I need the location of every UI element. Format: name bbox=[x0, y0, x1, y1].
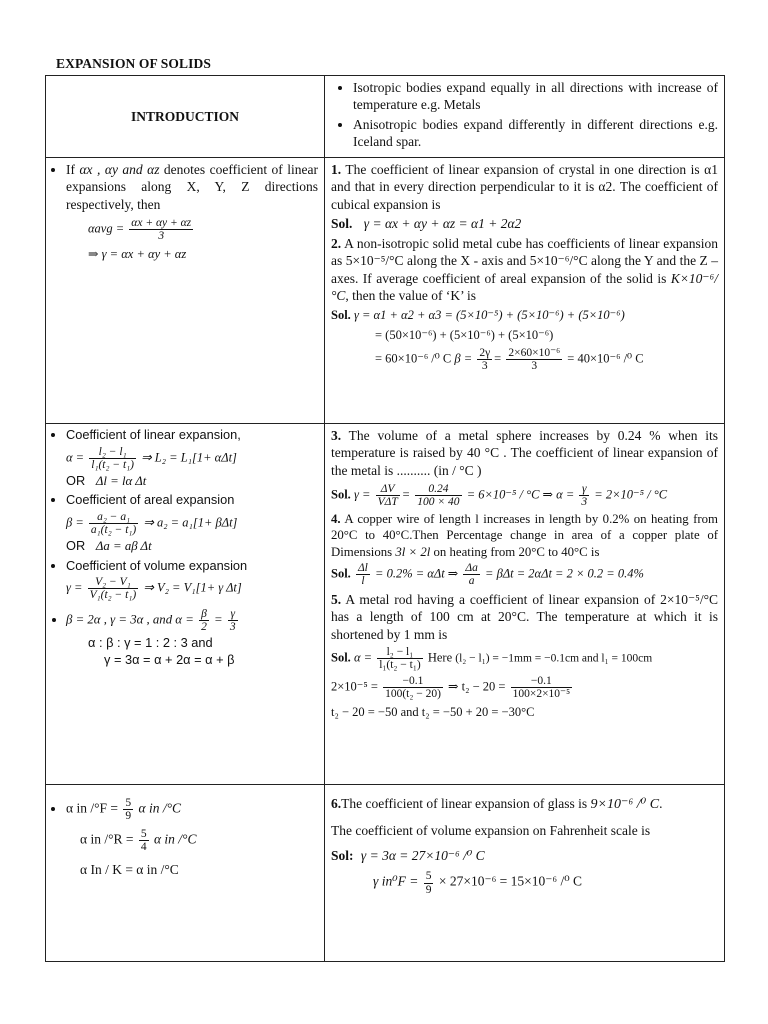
intro-label: INTRODUCTION bbox=[130, 108, 239, 124]
question-6-line-2: The coefficient of volume expansion on Fahrenheit scale is bbox=[331, 822, 651, 838]
intro-points bbox=[331, 79, 718, 150]
solution-4: Sol. $\frac{\Delta l}{l}$ = 0.2% = αΔt ⇒ $\frac{\Delta a}{a}$ = βΔt = 2αΔt = 2 × 0.2 = 0.4% bbox=[331, 562, 644, 588]
kelvin-conversion: α In / K = α in /°C bbox=[80, 862, 179, 878]
coefficient-ratio: α : β : γ = 1 : 2 : 3 and bbox=[88, 634, 213, 650]
solution-3: Sol. γ = $\frac{\Delta V}{\text{VΔT}}$ = $\frac{0.24}{100 \times 40}$ = 6×10⁻⁵ / °C ⇒ α = $\frac{\gamma}{3}$ = 2×10⁻⁵ / °C bbox=[331, 482, 668, 508]
coefficient-ratio-2: γ = 3α = α + 2α = α + β bbox=[104, 652, 235, 668]
intro-point-anisotropic: • Anisotropic bodies expand differently in different directions e.g. Iceland spar. bbox=[353, 116, 718, 151]
intro-points-cell bbox=[325, 76, 725, 158]
row2-right-cell bbox=[325, 424, 725, 785]
question-4: 4. A copper wire of length l increases in length by 0.2% on heating from 20°C to 40°C.Then Percentage change in area of a copper plate of Dimensions 3l × 2l on heating from 20°C to 40°C is bbox=[331, 511, 718, 559]
volume-expansion-equation: γ = $\frac{\text{V₂ − V₁}}{\text{V₁(t₂ − t₁)}}$ ⇒ V₂ = V₁[1+ γ Δt] bbox=[66, 576, 242, 602]
row-expansion-coefficients bbox=[46, 424, 725, 785]
solution-5: Sol. α = $\frac{\text{l₂ − l₁}}{\text{l₁(t₂ − t₁)}}$ Here (l₂ − l₁) = −1mm = −0.1cm and l₁ = 100cm bbox=[331, 645, 653, 672]
avg-coefficient-note: • If αx , αy and αz denotes coefficient of linear expansions along X, Y, Z directions respectively, then bbox=[66, 161, 318, 213]
row1-right-cell bbox=[325, 158, 725, 424]
content-table bbox=[45, 75, 725, 962]
question-3: 3. The volume of a metal sphere increases by 0.24 % when its temperature is raised by 40 °C . The coefficient of linear expansion of the metal is .......... (in / °C ) bbox=[331, 428, 718, 478]
row-avg-coefficient bbox=[46, 158, 725, 424]
intro-row bbox=[46, 76, 725, 158]
fahrenheit-conversion: • α in /°F = $\frac{5}{9}$ α in /°C bbox=[66, 797, 318, 822]
areal-expansion-label: • Coefficient of areal expansion bbox=[66, 492, 318, 509]
linear-expansion-equation: α = $\frac{\text{l₂ − l₁}}{\text{l₁(t₂ − t₁)}}$ ⇒ L₂ = L₁[1+ αΔt] bbox=[66, 445, 237, 471]
solution-2: Sol. γ = α1 + α2 + α3 = (5×10⁻⁵) + (5×10⁻⁶) + (5×10⁻⁶) = (50×10⁻⁶) + (5×10⁻⁶) + (5×10⁻⁶) = 60×10⁻⁶ /⁰ C β = $\frac{2\gamma}{3}$ = $\frac{\text{2×60×10⁻⁶}}{3}$ = 40×10⁻⁶ /⁰ C bbox=[331, 307, 718, 372]
row2-left-cell bbox=[46, 424, 325, 785]
question-5: 5. A metal rod having a coefficient of linear expansion of 2×10⁻⁵/°C has a length of 100 cm at 20°C. The temperature at which it is shortened by 1 mm is bbox=[331, 592, 719, 642]
solution-1: Sol. γ = αx + αy + αz = α1 + 2α2 bbox=[331, 215, 522, 231]
question-1: 1. The coefficient of linear expansion of crystal in one direction is α1 and that in every direction perpendicular to it is α2. The coefficient of cubical expansion is bbox=[331, 162, 718, 212]
avg-alpha-equation: αavg = $\frac{\alpha x + \alpha y + \alpha z}{3}$ bbox=[88, 216, 192, 242]
question-6: 6.The coefficient of linear expansion of glass is 9×10⁻⁶ /⁰ C. bbox=[331, 796, 663, 812]
solution-5-result: t₂ − 20 = −50 and t₂ = −50 + 20 = −30°C bbox=[331, 705, 535, 720]
rankine-conversion: α in /°R = $\frac{5}{4}$ α in /°C bbox=[80, 828, 197, 854]
alpha-symbols: αx , αy and αz bbox=[79, 162, 160, 177]
intro-label-cell bbox=[46, 76, 325, 158]
row-temperature-scales bbox=[46, 785, 725, 962]
linear-expansion-label: • Coefficient of linear expansion, bbox=[66, 427, 318, 444]
coefficient-relation: • β = 2α , γ = 3α , and α = $\frac{\beta}{2}$ = $\frac{\gamma}{3}$ bbox=[66, 608, 318, 633]
solution-5-step: 2×10⁻⁵ = $\frac{-0.1}{\text{100(t₂ − 20)}}$ ⇒ t₂ − 20 = $\frac{-0.1}{\text{100×2×10⁻⁵}}$ bbox=[331, 675, 571, 701]
row3-right-cell bbox=[325, 785, 725, 962]
document-title: EXPANSION OF SOLIDS bbox=[56, 56, 211, 71]
areal-expansion-alt: OR Δa = aβ Δt bbox=[66, 538, 152, 554]
gamma-equation: ⇒ γ = αx + αy + αz bbox=[88, 246, 187, 261]
intro-point-isotropic: • Isotropic bodies expand equally in all directions with increase of temperature e.g. Metals bbox=[353, 79, 718, 114]
question-2: 2. A non-isotropic solid metal cube has coefficients of linear expansion as 5×10⁻⁵/°C along the X - axis and 5×10⁻⁶/°C along the Y and the Z – axes. If average coefficient of areal expansion of the solid is K×10⁻⁶/°C, then the value of ‘K’ is bbox=[331, 236, 718, 303]
solution-6: Sol: γ = 3α = 27×10⁻⁶ /⁰ C bbox=[331, 848, 485, 864]
solution-6-fahrenheit: γ in⁰F = $\frac{5}{9}$ × 27×10⁻⁶ = 15×10⁻⁶ /⁰ C bbox=[373, 870, 583, 896]
solution-2-final: = 60×10⁻⁶ /⁰ C β = $\frac{2\gamma}{3}$ = $\frac{\text{2×60×10⁻⁶}}{3}$ = 40×10⁻⁶ /⁰ C bbox=[375, 347, 644, 373]
row1-left-cell bbox=[46, 158, 325, 424]
row3-left-cell bbox=[46, 785, 325, 962]
areal-expansion-equation: β = $\frac{\text{a₂ − a₁}}{\text{a₁(t₂ − t₁)}}$ ⇒ a₂ = a₁[1+ βΔt] bbox=[66, 511, 238, 537]
linear-expansion-alt: OR Δl = lα Δt bbox=[66, 472, 147, 488]
volume-expansion-label: • Coefficient of volume expansion bbox=[66, 558, 318, 575]
